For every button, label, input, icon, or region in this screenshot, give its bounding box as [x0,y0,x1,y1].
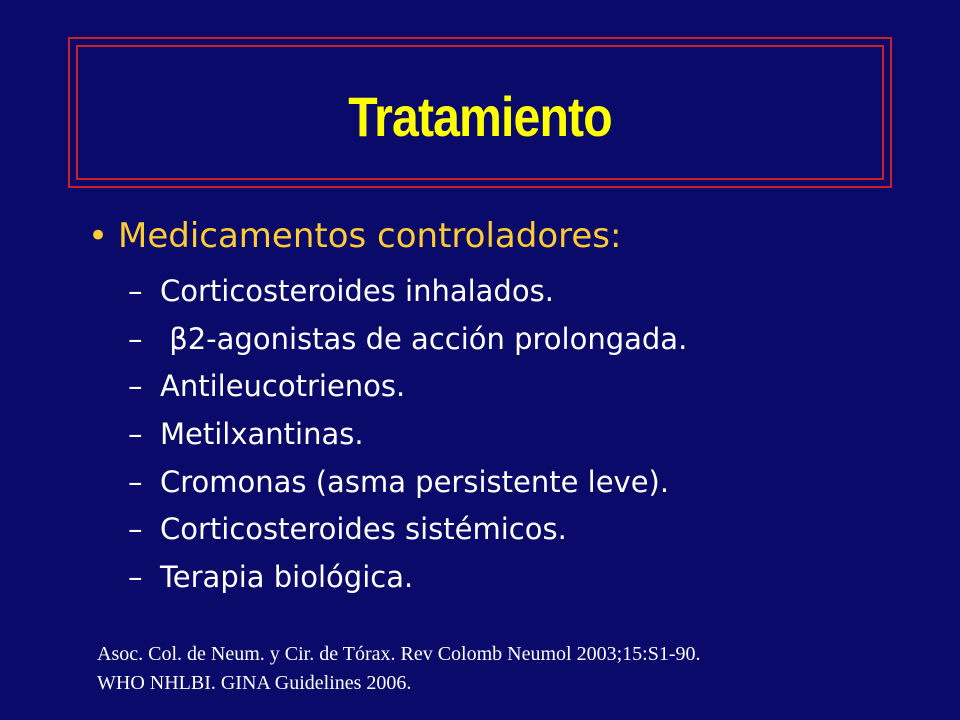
dash-marker: – [128,321,143,356]
subitem-cromonas [128,459,687,507]
bullet-marker: • [88,216,109,256]
dash-marker: – [128,512,143,547]
subitem-beta2-agonistas [128,316,687,364]
main-bullet [88,208,621,264]
main-bullet-text: Medicamentos controladores: [118,216,622,256]
subitem-text: Corticosteroides inhalados. [160,274,554,308]
dash-marker: – [128,417,143,452]
subitem-terapia-biologica [128,554,687,602]
dash-marker: – [128,274,143,308]
slide-title: Tratamiento [348,85,612,148]
references [97,640,700,698]
subitem-list [128,268,687,602]
subitem-antileucotrienos [128,363,687,411]
subitem-text: Metilxantinas. [160,417,364,452]
subitem-text: Terapia biológica. [160,560,414,595]
subitem-corticosteroides-sistemicos [128,506,687,554]
subitem-text: Corticosteroides sistémicos. [160,512,567,547]
dash-marker: – [128,560,143,595]
subitem-text: β2-agonistas de acción prolongada. [160,321,688,356]
subitem-corticosteroides-inhalados [128,268,687,316]
reference-line: WHO NHLBI. GINA Guidelines 2006. [97,672,412,694]
dash-marker: – [128,369,143,404]
reference-line: Asoc. Col. de Neum. y Cir. de Tórax. Rev Colomb Neumol 2003;15:S1-90. [97,643,701,665]
subitem-text: Cromonas (asma persistente leve). [160,464,670,499]
subitem-text: Antileucotrienos. [160,369,406,404]
dash-marker: – [128,464,143,499]
subitem-metilxantinas [128,411,687,459]
